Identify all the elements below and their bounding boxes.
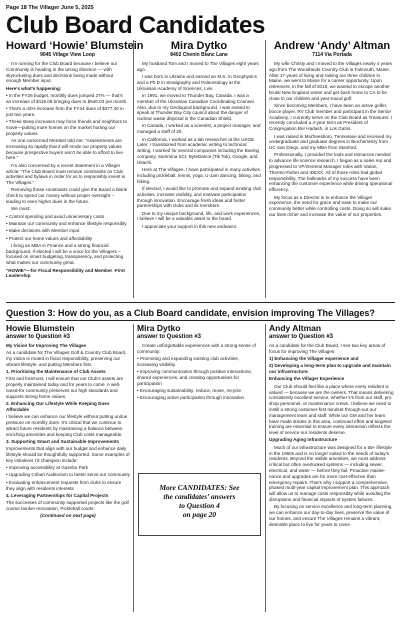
column-rule [133, 40, 134, 298]
answer-dytko [137, 324, 261, 403]
candidate-bio [137, 61, 261, 230]
answer-paragraph: My Vision for Improving The Villages [6, 343, 87, 348]
answer-paragraph: 1. Prioritizing the Maintenance of Club Assets [6, 369, 106, 375]
answer-paragraph: 3. Supporting Smart and Sustainable Improvements [6, 438, 120, 444]
answer-paragraph: • Improving accessibility at Gazebo Park [6, 465, 89, 471]
answer-subtitle: answer to Question #3 [6, 334, 71, 340]
bio-paragraph: I appreciate your support in this new endeavor. [142, 223, 238, 229]
bio-paragraph: • That’s a 43% increase from the FY24 dues of $377.40 in just two years. [6, 106, 124, 117]
answer-subtitle: answer to Question #3 [269, 334, 334, 340]
answer-paragraph: • Upgrading Cribari Auditorium to better serve our community [6, 472, 130, 478]
answer-paragraph: 1) Enhancing the Villager experience and [269, 356, 359, 362]
bio-paragraph: • Protect our home values and affordability [6, 235, 93, 241]
bio-paragraph: “HOWIE”—for Fiscal Responsibility and Member -First Leadership [6, 267, 125, 279]
candidate-name: Andrew ‘Andy’ Altman [273, 40, 391, 52]
candidate-address: 9045 Village View Loop [40, 52, 95, 58]
bio-paragraph: My wife Christy and I moved to the Villages nearly 4 years ago from The Woodlands Country Club in Falmouth, Maine. After 17 years of living and raising our three children in Maine, we went to Maine for a career opportunity. Upon retirement, in the fall of 2018, we wanted to escape another brutal New England winter and get back home to CA to be close to our children and year-round golf. [269, 61, 392, 101]
bio-paragraph: • Make decisions with Member input [6, 228, 80, 234]
answer-paragraph: • Encouraging sustainability: reduce, reuse, recycle [137, 388, 242, 394]
bio-paragraph: In California, I worked as a lab researcher at the USGE. Later, I transitioned from academic writing to technical writing. I worked for several companies including the Boeing company, Sammina SCI, ByteDance (Tik Tok), Google, and Hitachi. [137, 136, 260, 165]
answer-name: Andy Altman [269, 323, 322, 333]
bio-paragraph: Due to my unique background, life, and work experiences, I believe I will be a valuable asset to the board. [137, 210, 261, 222]
answer-paragraph: As a candidate for The Villages Golf & Country Club Board, my vision is rooted in fiscal responsibility, preserving our vibrant lifestyle, and putting Members first. [6, 350, 127, 367]
more-line: to Question 4 [179, 501, 220, 510]
bio-paragraph: Professionally, I provided the tools and resources needed to advance life science research. I began as a sales rep and progressed to VP/General Manager roles with Varian, Thermo-Fisher and IDEXX. All of those roles had global responsibility. The hallmarks of my success have been enhancing the customer experience while driving operational efficiency. [269, 152, 393, 193]
bio-paragraph: • Control spending and avoid unnecessary costs [6, 213, 105, 219]
bio-paragraph: • These steep increases may force friends and neighbors to move—putting more homes on the market hurting our property values. [6, 119, 128, 136]
answer-paragraph: Enhancing the Villager Experience [269, 376, 345, 382]
answer-blumstein [6, 324, 130, 521]
answer-paragraph: I believe we can enhance our lifestyle without putting undue pressure on monthly dues. It’s critical that we continue to attract future residents by maintaining a balance between enriching amenities and keeping Club costs manageable. [6, 414, 128, 437]
bio-paragraph: I’m also concerned by a recent statement in a Villager article: “The Club Board must remove constraints on Club activities and bylaws in order for us to responsibly invest in The Villages.” [6, 162, 126, 186]
candidate-bio [6, 61, 129, 279]
answer-paragraph: By focusing on service excellence and long-term planning, we can enhance our day-to-day lives, preserve the value of our homes, and ensure The Villages remains a vibrant, desirable place to live for years to come. [269, 504, 393, 527]
answer-name: Mira Dytko [137, 323, 181, 333]
answer-subtitle: answer to Question #3 [137, 334, 202, 340]
bio-paragraph: I was born in Ukraine and earned an M.S. in Geophysics and a Ph.D in Stratigraphy and Paleontology at the Ukrainian Academy of Sciences, Lviv. [137, 74, 257, 91]
answer-paragraph: The successes of community supported projects like the golf course bunker renovation, Pickleball courts [6, 500, 129, 511]
section-rule [6, 302, 395, 303]
bio-paragraph: My focus as a Director is to enhance the Villager experience, the need for grace and ease to make our community better while controlling costs. Doing so will make our lives richer and increase the value of our properties. [269, 194, 392, 217]
bio-paragraph: In 1991, we moved to Thunder Bay, Canada. I was a member of the Ukrainian Canadian Coordinating Counsel. Also, due to my Geological background, I was invited to speak at Thunder Bay City council about the danger of nuclear waste disposal in the Canadian Shield. [137, 92, 255, 122]
answer-paragraph: 2) Developing a long-term plan to upgrade and maintain our infrastructure. [269, 363, 391, 375]
answer-paragraph: 2. Enhancing Our Lifestyle While Keeping Dues Affordable [6, 401, 110, 412]
answer-text [137, 343, 261, 401]
answer-text [269, 343, 395, 527]
more-candidates-box [138, 473, 261, 536]
candidate-dytko [137, 40, 261, 231]
column-rule [265, 324, 266, 612]
bio-paragraph: My husband Tom and I moved to The Villages eight years ago. [137, 61, 259, 72]
answer-paragraph: Our Club should feel like a place where every resident is valued — because we are the owners. That means delivering consistently excellent service, whether it’s from our staff, pro shop personnel, or maintenance crews. I believe we need to instill a strong customer-first mindset through-out our management team and staff. While our GM and her team have made strides in this area, continued effort and targeted training are essential to ensure every interaction reflects the level of service our residents deserve. [269, 383, 394, 436]
candidate-blumstein [6, 40, 144, 281]
bio-paragraph: In Canada, I worked as a scientist, a project manager, and managed a staff of 20. [137, 123, 261, 135]
candidate-address: 8402 Chenin Blanc Lane [170, 52, 228, 58]
bio-paragraph: Since becoming Members, I have been an active golfer, bocce player, RV Club member and participant in the Senior Academy. I currently serve on the Club Board as Treasurer. I recently concluded a 4-year term as President of Congregation Bnr Hadash, in Los Gatos. [269, 103, 392, 132]
continued-note: (Continued on next page) [40, 513, 96, 519]
answer-paragraph: Upgrading Aging Infrastructure [269, 437, 338, 443]
more-line: on page 20 [182, 510, 217, 519]
answer-name: Howie Blumstein [6, 323, 75, 333]
question-heading: Question 3: How do you, as a Club Board candidate, envision improving The Villages? [6, 308, 375, 318]
candidate-address: 7114 Via Portada [312, 52, 352, 58]
answer-paragraph: As a candidate for the Club Board, I see two key areas of focus for improving The Villages: [269, 343, 386, 354]
answer-paragraph: • Evaluating enhancement requests from clubs to ensure they align with residents interests [6, 479, 122, 491]
section-rule [6, 320, 395, 321]
bio-paragraph: I bring an MBA in Finance and a strong financial background. If elected I will be a voice for the Villagers – focused on smart budgeting, transparency, and protecting what makes our community great. [6, 242, 124, 266]
bio-paragraph: • In the FY26 budget, monthly dues jumped 27% — that’s an increase of $115.08 bringing dues to $540.03 per month. [6, 92, 128, 104]
bio-paragraph: Here’s what’s happening: [6, 85, 62, 91]
column-rule [265, 40, 266, 298]
bio-paragraph: Removing those constraints could give the Board a blank check to spend our money without proper oversight – leading to even higher dues in the future. [6, 187, 127, 205]
answer-paragraph: 4. Leveraging Partnerships for Capital Projects [6, 492, 109, 498]
bio-paragraph: • Maintain our community and enhance lifestyle responsibly [6, 220, 127, 226]
page-folio: Page 18 The Villager June 5, 2025 [6, 5, 94, 11]
column-rule [133, 324, 134, 612]
candidate-bio [269, 61, 395, 218]
bio-paragraph: We must: [11, 206, 31, 212]
answer-paragraph: Much of our infrastructure was designed for a 55+ lifestyle in the 1960s and is no longer suited to the needs of today’s residents. Beyond the visible amenities, we must address critical but often overlooked systems — including sewer, electrical, and water — before they fail. Proactive mainte-nance and upgrades are far more cost-effective than emergency repairs. That’s why I support a comprehensive, phased multi-year capital improvement plan. This approach will allow us to manage costs responsibly while avoiding the disruptions and financial impacts of system failures. [269, 444, 392, 502]
more-line: More CANDIDATES: See [159, 483, 240, 492]
candidate-name: Howard ‘Howie’ Blumstein [6, 40, 144, 52]
answer-paragraph: Improvements that align with our budget and enhance daily lifestyle should be thoughtfully supported. Some examples of key initiatives I’d champion include: [6, 446, 130, 463]
candidate-altman [269, 40, 395, 219]
answer-paragraph: • Improving communication through positive interactions, shared experiences, and creating opportunities for participation [137, 369, 252, 386]
answer-altman [269, 324, 395, 529]
answer-paragraph: • Promoting and expanding existing club activities, increasing visibility. [137, 356, 239, 367]
more-line: the candidates’ answers [163, 492, 236, 501]
answer-paragraph: Create unforgettable experiences with a strong sense of community: [137, 343, 256, 354]
bio-paragraph: If elected, I would like to promote and expand existing club activities, increase visibility, and motivate participation through innovation. Encourage fresh ideas and foster partnerships with clubs and its members. [137, 185, 261, 209]
bio-paragraph: Here at The Villages, I have participated in many activities including pickleball, tennis, yoga, U-Jam dancing, biking, and hiking. [137, 167, 261, 184]
page-headline: Club Board Candidates [6, 12, 266, 39]
bio-paragraph: I’m running for the Club Board because I believe our Community is heading in the wrong direction — with skyrocketing dues and decisions being made without enough Member input. [6, 61, 118, 84]
answer-paragraph: • Encouraging active participation through innovation [137, 395, 245, 401]
bio-paragraph: I was raised in Murfreesboro, Tennessee and received my undergraduate and graduate degrees in Biochemistry from UC San Diego, and my MBA from Stanford. [269, 133, 392, 151]
answer-paragraph: First and foremost, I will ensure that our Club’s assets are properly maintained today and for years to come. A well-cared-for community preserves our high standards and supports strong home values. [6, 376, 124, 399]
bio-paragraph: As one concerned Member told me: “Assessments are increasing so rapidly that it will erode our property values because prospective buyers won’t be able to afford to live here.” [6, 138, 123, 161]
answer-text [6, 343, 130, 519]
candidate-name: Mira Dytko [170, 40, 228, 52]
